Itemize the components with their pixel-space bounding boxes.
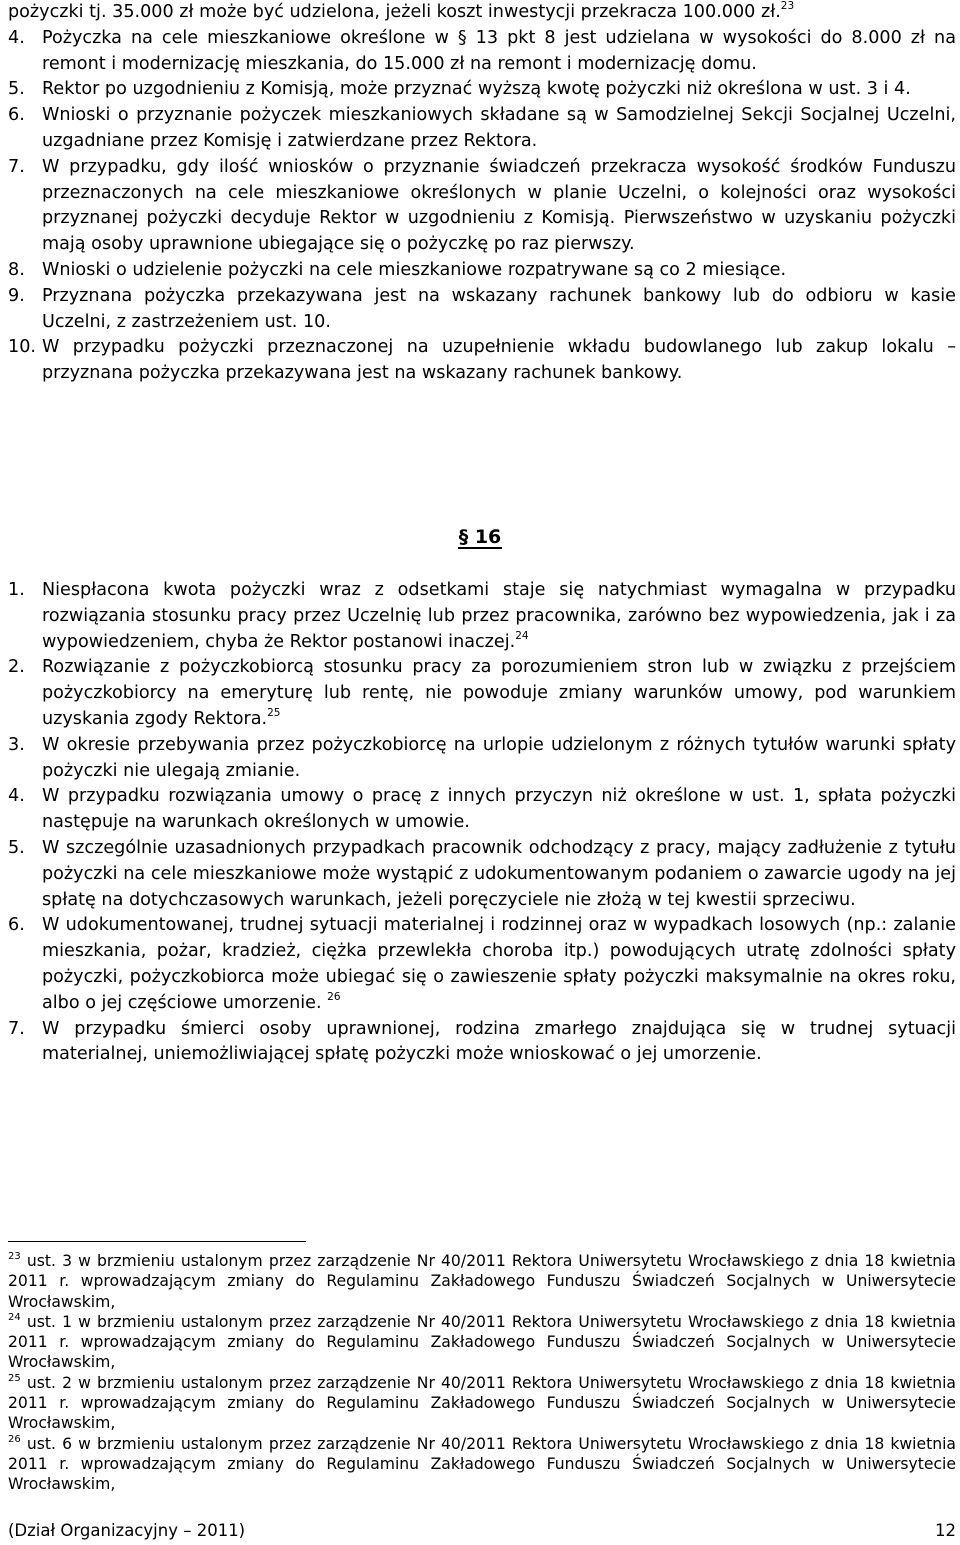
footnote-text: ust. 1 w brzmieniu ustalonym przez zarządzenie Nr 40/2011 Rektora Uniwersytetu Wrocławskiego z dnia 18 kwietnia 2011 r. wprowadzającym zmiany do Regulaminu Zakładowego Funduszu Świadczeń Socjalnych w Uniwersytecie Wrocławskim, bbox=[8, 1312, 956, 1372]
item-text: Rektor po uzgodnieniu z Komisją, może przyznać wyższą kwotę pożyczki niż określona w ust. 3 i 4. bbox=[42, 79, 911, 100]
item-number: 6. bbox=[8, 105, 25, 126]
footnote bbox=[8, 1312, 956, 1373]
section-16-block bbox=[8, 578, 956, 1068]
item-text: Przyznana pożyczka przekazywana jest na wskazany rachunek bankowy lub do odbioru w kasie Uczelni, z zastrzeżeniem ust. 10. bbox=[42, 285, 956, 332]
item-text: W udokumentowanej, trudnej sytuacji materialnej i rodzinnej oraz w wypadkach losowych (np.: zalanie mieszkania, pożar, kradzież, ciężka przewlekła choroba itp.) powodujących utratę zdolności spłaty pożyczki, pożyczkobiorca może ubiegać się o zawieszenie spłaty pożyczki maksymalnie na okres roku, albo o jej częściowe umorzenie. bbox=[42, 915, 956, 1013]
list-item bbox=[8, 655, 956, 732]
list-item bbox=[8, 335, 956, 387]
footnote-ref-24[interactable]: 24 bbox=[515, 629, 529, 642]
section-heading bbox=[0, 524, 960, 550]
item-text: W przypadku śmierci osoby uprawnionej, rodzina zmarłego znajdująca się w trudnej sytuacji materialnej, uniemożliwiającej spłatę pożyczki może wnioskować o jej umorzenie. bbox=[42, 1018, 956, 1065]
item-number: 8. bbox=[8, 259, 25, 280]
item-number: 4. bbox=[8, 27, 25, 48]
item-text: W przypadku pożyczki przeznaczonej na uzupełnienie wkładu budowlanego lub zakup lokalu – przyznana pożyczka przekazywana jest na wskazany rachunek bankowy. bbox=[42, 337, 956, 384]
footnote bbox=[8, 1373, 956, 1434]
item-number: 3. bbox=[8, 734, 25, 755]
footnote bbox=[8, 1434, 956, 1495]
footer-department: (Dział Organizacyjny – 2011) bbox=[8, 1521, 246, 1540]
item-text: W przypadku, gdy ilość wniosków o przyznanie świadczeń przekracza wysokość środków Funduszu przeznaczonych na cele mieszkaniowe określonych w planie Uczelni, o kolejności oraz wysokości przyznanej pożyczki decyduje Rektor w uzgodnieniu z Komisją. Pierwszeństwo w uzyskaniu pożyczki mają osoby uprawnione ubiegające się o pożyczkę po raz pierwszy. bbox=[42, 156, 956, 255]
continued-text: pożyczki tj. 35.000 zł może być udzielona, jeżeli koszt inwestycji przekracza 100.000 zł. bbox=[8, 2, 781, 22]
item-text: W przypadku rozwiązania umowy o pracę z innych przyczyn niż określone w ust. 1, spłata pożyczki następuje na warunkach określonych w umowie. bbox=[42, 786, 956, 833]
top-block bbox=[8, 0, 956, 387]
footnote-number: 26 bbox=[8, 1433, 21, 1445]
item-number: 9. bbox=[8, 285, 25, 306]
footnote-separator bbox=[8, 1241, 306, 1242]
item-text: W szczególnie uzasadnionych przypadkach pracownik odchodzący z pracy, mający zadłużenie z tytułu pożyczki na cele mieszkaniowe może wystąpić z udokumentowanym podaniem o zawarcie ugody na jej spłatę na dotychczasowych warunkach, jeżeli poręczyciele nie złożą w tej kwestii sprzeciwu. bbox=[42, 837, 956, 910]
list-item bbox=[8, 284, 956, 336]
list-item bbox=[8, 77, 956, 103]
page-number: 12 bbox=[935, 1521, 956, 1540]
item-text: Niespłacona kwota pożyczki wraz z odsetkami staje się natychmiast wymagalna w przypadku rozwiązania stosunku pracy przez Uczelnię lub przez pracownika, zarówno bez wypowiedzenia, jak i za wypowiedzeniem, chyba że Rektor postanowi inaczej. bbox=[42, 580, 956, 652]
footnote-text: ust. 2 w brzmieniu ustalonym przez zarządzenie Nr 40/2011 Rektora Uniwersytetu Wrocławskiego z dnia 18 kwietnia 2011 r. wprowadzającym zmiany do Regulaminu Zakładowego Funduszu Świadczeń Socjalnych w Uniwersytecie Wrocławskim, bbox=[8, 1373, 956, 1433]
footnote-number: 23 bbox=[8, 1251, 21, 1262]
continued-paragraph bbox=[8, 0, 956, 26]
item-number: 6. bbox=[8, 915, 25, 936]
item-text: W okresie przebywania przez pożyczkobiorcę na urlopie udzielonym z różnych tytułów warunki spłaty pożyczki nie ulegają zmianie. bbox=[42, 734, 956, 781]
footnote bbox=[8, 1251, 956, 1312]
item-number: 5. bbox=[8, 79, 25, 100]
item-number: 7. bbox=[8, 1018, 25, 1039]
item-number: 10. bbox=[8, 337, 36, 358]
list-item bbox=[8, 913, 956, 1016]
footnote-text: ust. 6 w brzmieniu ustalonym przez zarządzenie Nr 40/2011 Rektora Uniwersytetu Wrocławskiego z dnia 18 kwietnia 2011 r. wprowadzającym zmiany do Regulaminu Zakładowego Funduszu Świadczeń Socjalnych w Uniwersytecie Wrocławskim, bbox=[8, 1434, 956, 1494]
item-number: 4. bbox=[8, 786, 25, 807]
item-text: Pożyczka na cele mieszkaniowe określone w § 13 pkt 8 jest udzielana w wysokości do 8.000 zł na remont i modernizację mieszkania, do 15.000 zł na remont i modernizację domu. bbox=[42, 27, 956, 74]
footnote-number: 25 bbox=[8, 1372, 21, 1384]
list-item bbox=[8, 155, 956, 258]
item-text: Rozwiązanie z pożyczkobiorcą stosunku pracy za porozumieniem stron lub w związku z przejściem pożyczkobiorcy na emeryturę lub rentę, nie powoduje zmiany warunków umowy, pod warunkiem uzyskania zgody Rektora. bbox=[42, 657, 956, 729]
item-text: Wnioski o przyznanie pożyczek mieszkaniowych składane są w Samodzielnej Sekcji Socjalnej Uczelni, uzgadniane przez Komisję i zatwierdzane przez Rektora. bbox=[42, 105, 956, 151]
item-number: 7. bbox=[8, 156, 25, 177]
list-item bbox=[8, 103, 956, 155]
item-number: 5. bbox=[8, 837, 25, 858]
item-number: 1. bbox=[8, 580, 25, 600]
list-item bbox=[8, 26, 956, 78]
list-item bbox=[8, 258, 956, 284]
list-item bbox=[8, 578, 956, 655]
footnote-ref-25[interactable]: 25 bbox=[267, 706, 281, 719]
item-text: Wnioski o udzielenie pożyczki na cele mieszkaniowe rozpatrywane są co 2 miesiące. bbox=[42, 259, 787, 280]
list-item bbox=[8, 836, 956, 913]
footnote-text: ust. 3 w brzmieniu ustalonym przez zarządzenie Nr 40/2011 Rektora Uniwersytetu Wrocławskiego z dnia 18 kwietnia 2011 r. wprowadzającym zmiany do Regulaminu Zakładowego Funduszu Świadczeń Socjalnych w Uniwersytecie Wrocławskim, bbox=[8, 1252, 956, 1311]
list-item bbox=[8, 784, 956, 836]
footnotes bbox=[8, 1251, 956, 1495]
item-number: 2. bbox=[8, 657, 25, 678]
footnote-ref-26[interactable]: 26 bbox=[327, 990, 341, 1003]
section-title: § 16 bbox=[458, 526, 502, 548]
list-item bbox=[8, 1017, 956, 1069]
list-item bbox=[8, 733, 956, 785]
footnote-number: 24 bbox=[8, 1311, 21, 1323]
footnote-ref-23[interactable]: 23 bbox=[780, 0, 795, 12]
